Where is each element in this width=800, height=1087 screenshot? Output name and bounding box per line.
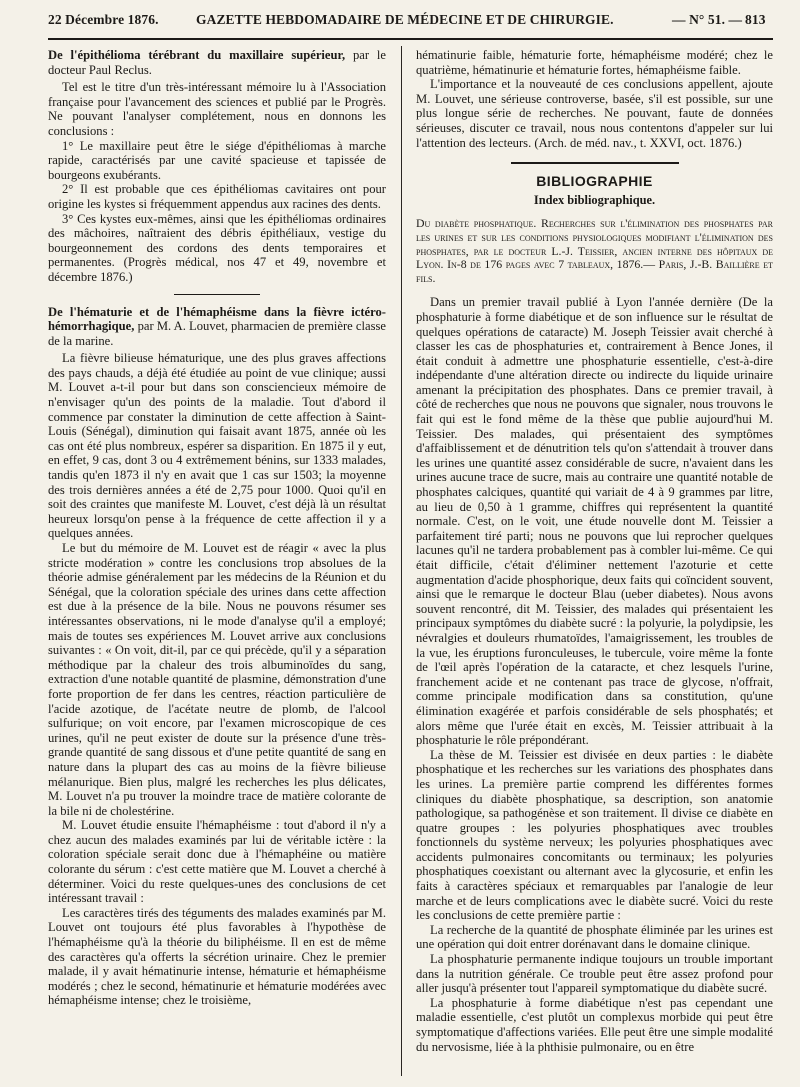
paragraph: La recherche de la quantité de phosphate éliminée par les urines est une opération qui doit entrer dorénavant dans le domaine clinique. bbox=[416, 922, 773, 952]
header-issue-number: — N° 51. — bbox=[672, 12, 743, 27]
article-title-epithelioma-author: par le docteur Paul Reclus. bbox=[48, 48, 386, 77]
article-title-hematurie-author: par M. A. Louvet, pharmacien de première classe de la marine. bbox=[48, 319, 386, 348]
article-title-epithelioma-bold: De l'épithélioma térébrant du maxillaire supérieur, bbox=[48, 48, 346, 62]
header-rule bbox=[48, 38, 773, 40]
paragraph: 2° Il est probable que ces épithéliomas cavitaires ont pour origine les kystes si fréquemment appendus aux racines des dents. bbox=[48, 182, 386, 211]
paragraph: 3° Ces kystes eux-mêmes, ainsi que les épithéliomas ordinaires des mâchoires, naîtraient des débris épithéliaux, vestige du bourgeonnement des cordons des dents temporaires et permanentes. (Progrès médical, nos 47 et 49, novembre et décembre 1876.) bbox=[48, 211, 386, 284]
paragraph: M. Louvet étudie ensuite l'hémaphéisme : tout d'abord il n'y a chez aucun des malades examinés par lui de véritable ictère : la coloration spéciale serait donc due à l'hémaphéine ou matière colorante du sérum : c'est cette matière que M. Louvet a cherché à déterminer. Voici du reste quelques-unes des conclusions de cet intéressant travail : bbox=[48, 818, 386, 906]
column-divider bbox=[401, 46, 402, 1076]
paragraph: La fièvre bilieuse hématurique, une des plus graves affections des pays chauds, a déjà été étudiée au point de vue clinique; aussi M. Louvet a-t-il pour but dans son consciencieux mémoire de n'envisager qu'un des points de la maladie. Tout d'abord il commence par constater la diminution de cette affection à Saint-Louis (Sénégal), diminution qui faisait avant 1875, année où les cas ont été plus nombreux, espérer sa disparition. En 1875 il y eut, en effet, 9 cas, dont 3 ou 4 extrêmement bénins, sur 1333 malades, tandis qu'en 1873 il n'y en avait que 1 cas sur 1503; la moyenne des trois dernières années a été de 2,75 pour 1000. Quoi qu'il en soit des craintes que manifeste M. Louvet, c'est déjà là un résultat heureux lorsqu'on pense à la fréquence de cette affection il y a quelques années. bbox=[48, 351, 386, 541]
left-column bbox=[48, 48, 386, 1008]
article-title-epithelioma bbox=[48, 48, 386, 77]
right-column bbox=[416, 48, 773, 1054]
header-date: 22 Décembre 1876. bbox=[48, 12, 159, 27]
paragraph: 1° Le maxillaire peut être le siége d'épithéliomas à marche rapide, caractérisés par une cavité spacieuse et tapissée de bourgeons exubérants. bbox=[48, 138, 386, 182]
paragraph: La thèse de M. Teissier est divisée en deux parties : le diabète phosphatique et les recherches sur les variations des phosphates dans les urines. La première partie comprend les différentes formes cliniques du diabète phosphatique, sa description, son anatomie pathologique, sa pathogénèse et son traitement. Il divise ce diabète en quatre groupes : les polyuries phosphatiques avec troubles fonctionnels du système nerveux; les polyuries phosphatiques avec accidents pulmonaires concomitants ou terminaux; les polyuries phosphatiques coexistant ou alternant avec la glycosurie, et enfin les faits à caractères spéciaux et remarquables par l'analogie de leur marche et de leurs complications avec le diabète sucré. Voici du reste les conclusions de cette première partie : bbox=[416, 747, 773, 923]
article-title-hematurie-bold: De l'hématurie et de l'hémaphéisme dans la fièvre ictéro-hémorrhagique, bbox=[48, 304, 386, 334]
paragraph: Dans un premier travail publié à Lyon l'année dernière (De la phosphaturie à forme diabétique et de son influence sur le résultat de quelques opérations de cataracte) M. Joseph Teissier avait cherché à classer les cas de phosphaturies et, contrairement à Bence Jones, il était conduit à admettre une phosphaturie essentielle, c'est-à-dire indépendante d'une altération directe ou indirecte du liquide urinaire amenant la précipitation des phosphates. Dans ce premier travail, à côté de recherches que nous ne pouvons que signaler, nous trouvons le fait qui est le fond même de la thèse que publie aujourd'hui M. Teissier. Des malades, qui présentaient des symptômes d'affaiblissement et de dénutrition tels qu'on s'attendait à trouver dans les urines une quantité assez considérable de sucre, n'avaient dans les urines aucune trace de sucre, mais au contraire une quantité notable de phosphates calciques, quantité qui variait de 4 à 9 grammes par litre, au lieu de 0,50 à 1 gramme, chiffres qui représentent la quantité normale. C'est, on le voit, une étude nouvelle dont M. Teissier a parfaitement tiré parti; nous ne pouvons que lui reprocher quelques lacunes qu'il ne tardera probablement pas à combler lui-même. Ce qui était difficile, c'était d'éliminer nettement l'azoturie et cette augmentation d'acide phosphorique, deux faits qui coïncident souvent, ainsi que le remarque le docteur Blau (ueber diabetes). Nous avons souvent rencontré, dit M. Teissier, des malades qui présentaient les principaux symptômes du diabète sucré : la polyurie, la polydipsie, les névralgies et douleurs rhumatoïdes, l'amaigrissement, les troubles de la vue, les éruptions furonculeuses, le tubercule, voire même la fonte de l'œil après l'opération de la cataracte, et chez lesquels l'urine, franchement acide et ne contenant pas trace de glycose, n'offrait, comme principale modification dans sa constitution, qu'une élimination exagérée et parfois considérable de sels phosphatés; et alors même que l'urée était en excès, M. Teissier attribuait à la phosphaturie le rôle prépondérant. bbox=[416, 295, 773, 748]
paragraph: hématinurie faible, hématurie forte, hémaphéisme modéré; chez le quatrième, hématinurie et hématurie fortes, hémaphéisme faible. bbox=[416, 48, 773, 77]
paragraph: La phosphaturie permanente indique toujours un trouble important dans la nutrition générale. Ce trouble peut être assez profond pour aller jusqu'à présenter tout l'appareil symptomatique du diabète sucré. bbox=[416, 952, 773, 996]
article-separator bbox=[174, 294, 260, 295]
header-page-number: 813 bbox=[745, 12, 766, 27]
section-title-bibliographie: BIBLIOGRAPHIE bbox=[536, 173, 653, 190]
section-separator bbox=[511, 162, 679, 164]
section-subtitle-index: Index bibliographique. bbox=[533, 192, 656, 207]
paragraph: Les caractères tirés des téguments des malades examinés par M. Louvet ont toujours été plus favorables à l'hypothèse de l'hémaphéisme qu'à la théorie du biliphéisme. Il en est de même des caractères qu'a offerts la sécrétion urinaire. Chez le premier malade, il y avait hématinurie intense, hématurie et hémaphéisme modérés ; chez le second, hématinurie et hématurie modérées avec hémaphéisme intense; chez le troisième, bbox=[48, 905, 386, 1008]
paragraph: La phosphaturie à forme diabétique n'est pas cependant une maladie essentielle, c'est plutôt un complexus morbide qui peut être symptomatique d'affections variées. Elle peut être une simple modalité du nervosisme, liée à la phthisie pulmonaire, ou en être bbox=[416, 995, 773, 1054]
paragraph: Le but du mémoire de M. Louvet est de réagir « avec la plus stricte modération » contre les conclusions trop absolues de la théorie admise généralement par les médecins de la Réunion et du Sénégal, que la coloration spéciale des urines dans cette affection est due à la présence de la bile. Nous ne pouvons résumer ses intéressantes observations, ni le mode d'analyse qu'il a employé; mais de toutes ses expériences M. Louvet arrive aux conclusions suivantes : « On voit, dit-il, par ce qui précède, qu'il y a séparation méthodique par la chaleur des trois albuminoïdes du sang, extraction d'une notable quantité de plasmine, démonstration d'une forte proportion de fer dans les centres, réaction particulière de l'acide azotique, de l'acétate neutre de plomb, de l'alcool sulfurique; on voit encore, par l'examen microscopique de ces urines, qu'il ne peut exister de doute sur la présence d'une très-grande quantité de sang dissous et d'une petite quantité de sang en nature dans la plupart des cas au moins de la fièvre bilieuse mélanurique. Bien plus, malgré les recherches les plus délicates, M. Louvet n'a pu trouver la moindre trace de matière colorante de la bile ni de cholestérine. bbox=[48, 541, 386, 818]
paragraph: L'importance et la nouveauté de ces conclusions appellent, ajoute M. Louvet, une sérieuse controverse, basée, s'il est possible, sur une plus longue série de recherches. Ne pouvant, faute de données sérieuses, discuter ce travail, nous nous contentons d'appeler sur lui l'attention des lecteurs. (Arch. de méd. nav., t. XXVI, oct. 1876.) bbox=[416, 77, 773, 150]
bibliographic-reference: Du diabète phosphatique. Recherches sur l'élimination des phosphates par les urines et sur les conditions physiologiques modifiant l'élimination des phosphates, par le docteur L.-J. Teissier, ancien interne des hôpitaux de Lyon. In-8 de 176 pages avec 7 tableaux, 1876.— Paris, J.-B. Baillière et fils. bbox=[416, 216, 773, 285]
article-title-hematurie bbox=[48, 305, 386, 349]
paragraph: Tel est le titre d'un très-intéressant mémoire lu à l'Association française pour l'avancement des sciences et publié par le Progrès. Ne pouvant l'analyser complétement, nous en donnons les conclusions : bbox=[48, 80, 386, 138]
running-header bbox=[48, 10, 773, 34]
header-journal-title: GAZETTE HEBDOMADAIRE DE MÉDECINE ET DE CHIRURGIE. bbox=[196, 12, 614, 27]
